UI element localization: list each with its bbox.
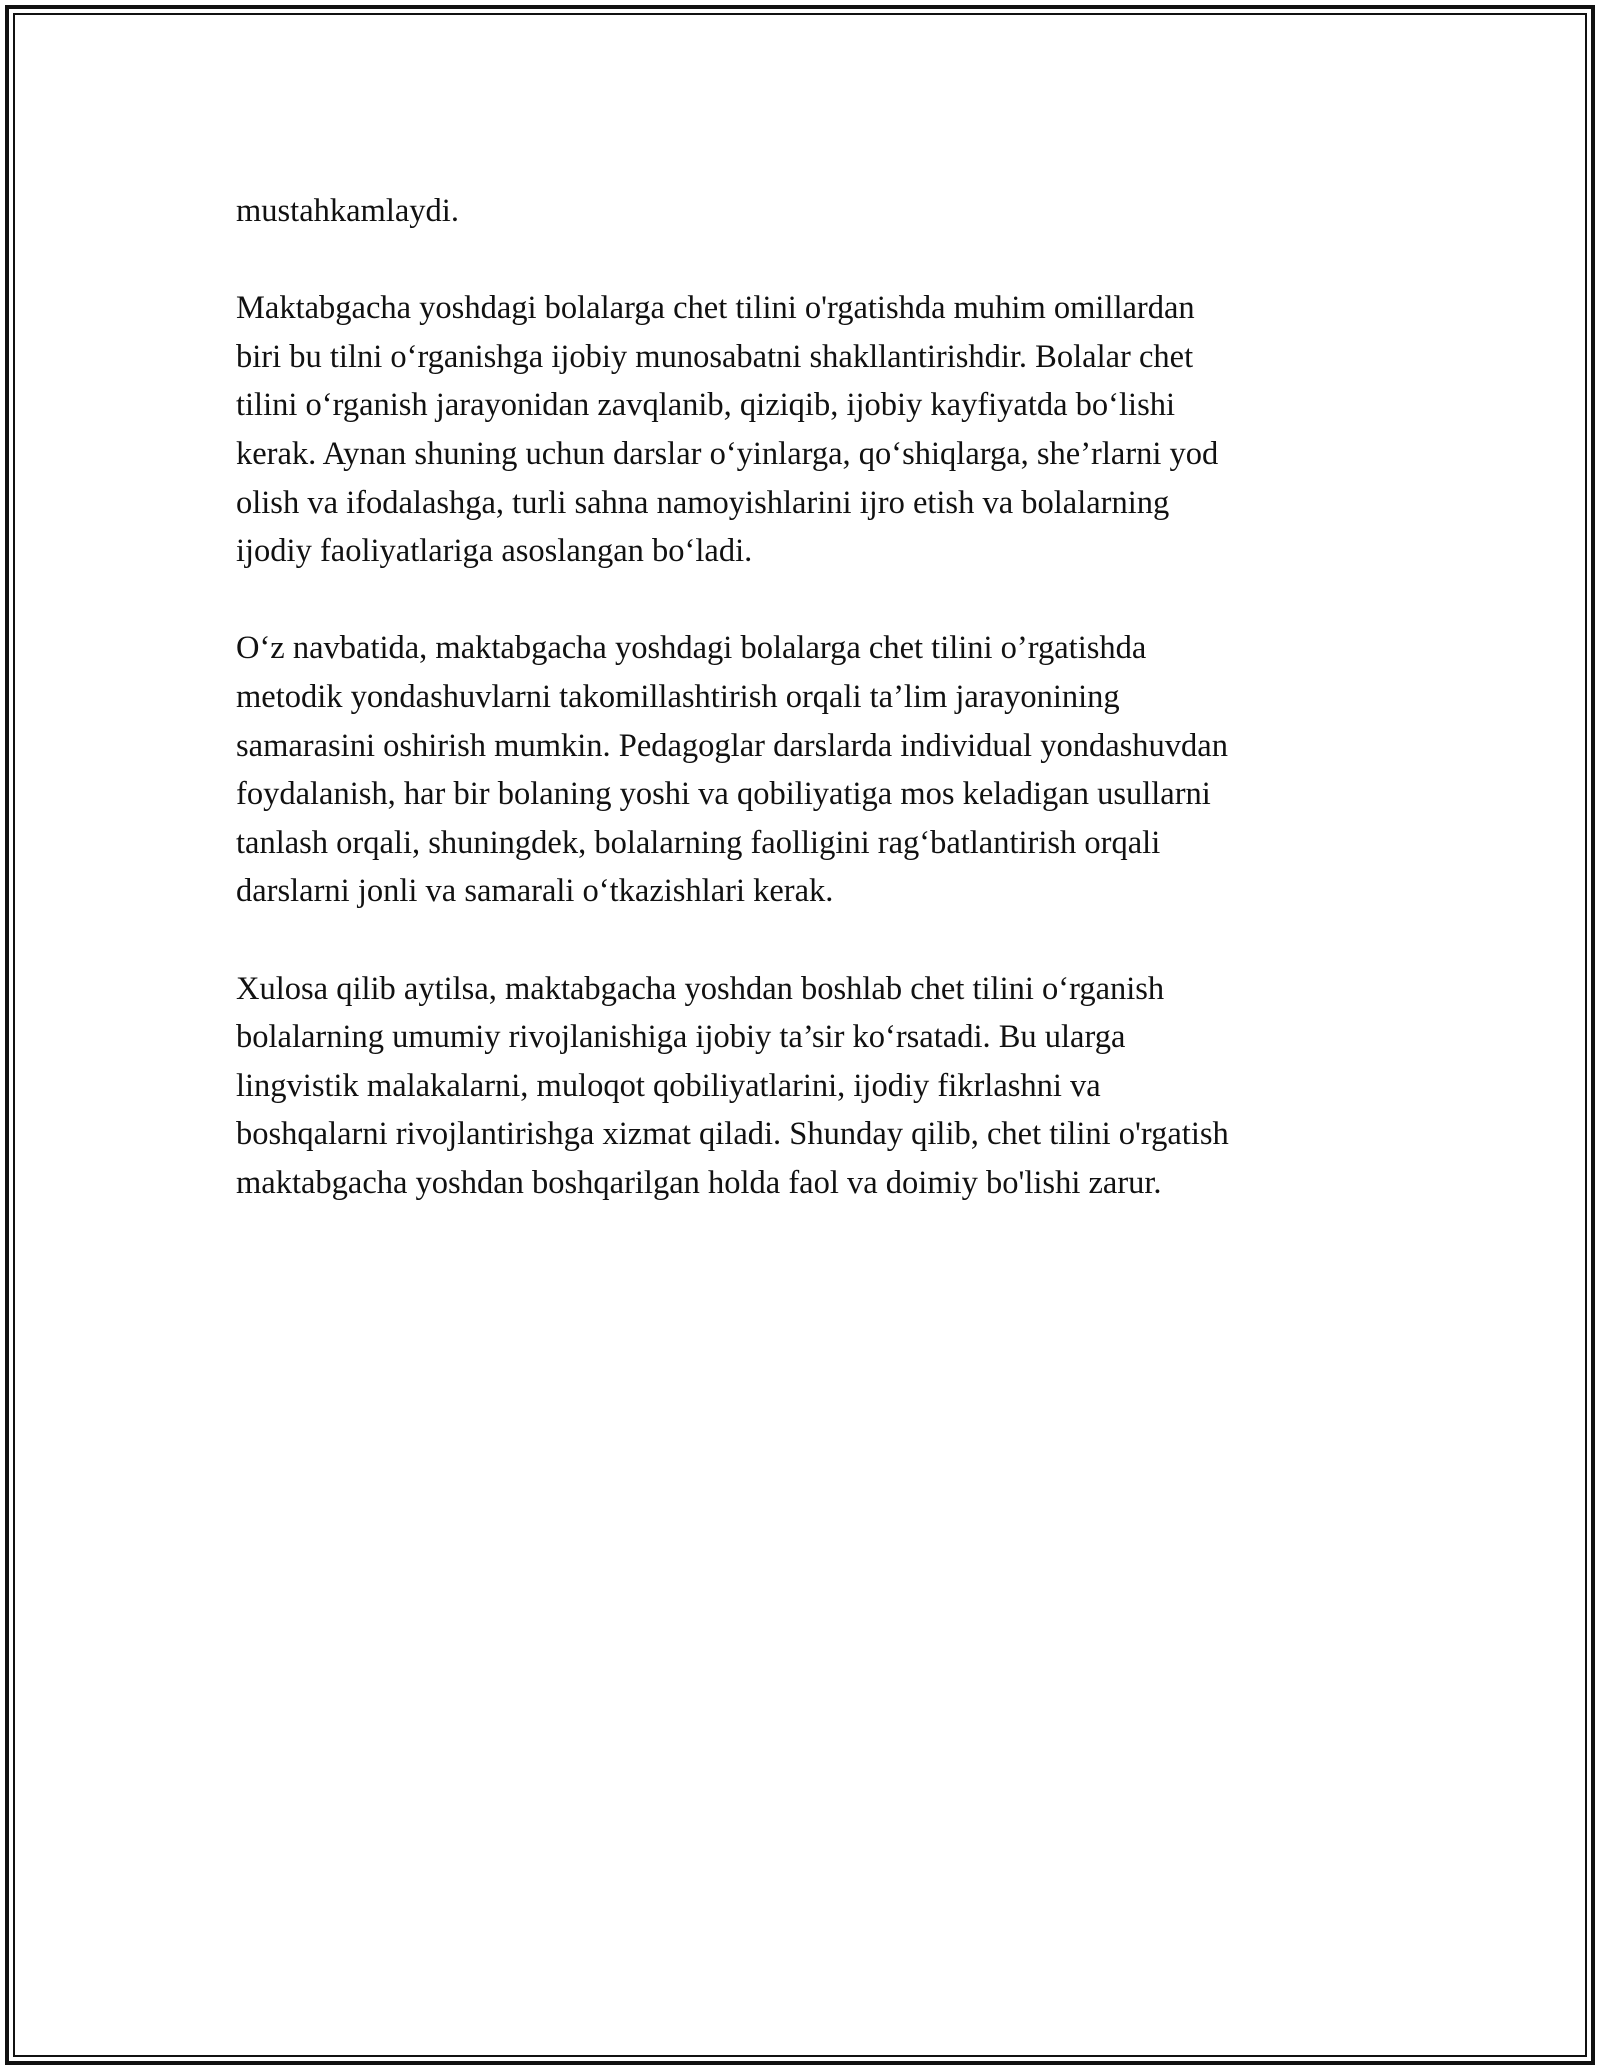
text-line: mustahkamlaydi. bbox=[236, 193, 459, 229]
paragraph-continuation bbox=[236, 187, 1386, 236]
text-line: tilini o‘rganish jarayonidan zavqlanib, qiziqib, ijobiy kayfiyatda bo‘lishi bbox=[236, 387, 1175, 424]
text-line: Maktabgacha yoshdagi bolalarga chet tilini o'rgatishda muhim omillardan bbox=[236, 290, 1195, 327]
text-line: O‘z navbatida, maktabgacha yoshdagi bolalarga chet tilini o’rgatishda bbox=[236, 630, 1147, 667]
paragraph-positive-attitude bbox=[236, 284, 1386, 576]
text-line: darslarni jonli va samarali o‘tkazishlari kerak. bbox=[236, 873, 834, 910]
text-line: lingvistik malakalarni, muloqot qobiliyatlarini, ijodiy fikrlashni va bbox=[236, 1067, 1101, 1104]
text-line: olish va ifodalashga, turli sahna namoyishlarini ijro etish va bolalarning bbox=[236, 484, 1170, 521]
text-line: biri bu tilni o‘rganishga ijobiy munosabatni shakllantirishdir. Bolalar chet bbox=[236, 338, 1194, 375]
paragraph-methodical-approaches bbox=[236, 624, 1386, 916]
text-line: tanlash orqali, shuningdek, bolalarning faolligini rag‘batlantirish orqali bbox=[236, 824, 1161, 861]
document-body bbox=[236, 187, 1386, 1256]
paragraph-conclusion bbox=[236, 965, 1386, 1208]
text-line: maktabgacha yoshdan boshqarilgan holda faol va doimiy bo'lishi zarur. bbox=[236, 1164, 1162, 1201]
text-line: foydalanish, har bir bolaning yoshi va qobiliyatiga mos keladigan usullarni bbox=[236, 776, 1211, 813]
text-line: boshqalarni rivojlantirishga xizmat qiladi. Shunday qilib, chet tilini o'rgatish bbox=[236, 1116, 1229, 1153]
text-line: Xulosa qilib aytilsa, maktabgacha yoshdan boshlab chet tilini o‘rganish bbox=[236, 970, 1165, 1007]
text-line: metodik yondashuvlarni takomillashtirish orqali ta’lim jarayonining bbox=[236, 678, 1120, 715]
text-line: kerak. Aynan shuning uchun darslar o‘yinlarga, qo‘shiqlarga, she’rlarni yod bbox=[236, 435, 1219, 472]
text-line: ijodiy faoliyatlariga asoslangan bo‘ladi. bbox=[236, 533, 753, 570]
text-line: samarasini oshirish mumkin. Pedagoglar darslarda individual yondashuvdan bbox=[236, 727, 1228, 764]
text-line: bolalarning umumiy rivojlanishiga ijobiy ta’sir ko‘rsatadi. Bu ularga bbox=[236, 1019, 1126, 1056]
